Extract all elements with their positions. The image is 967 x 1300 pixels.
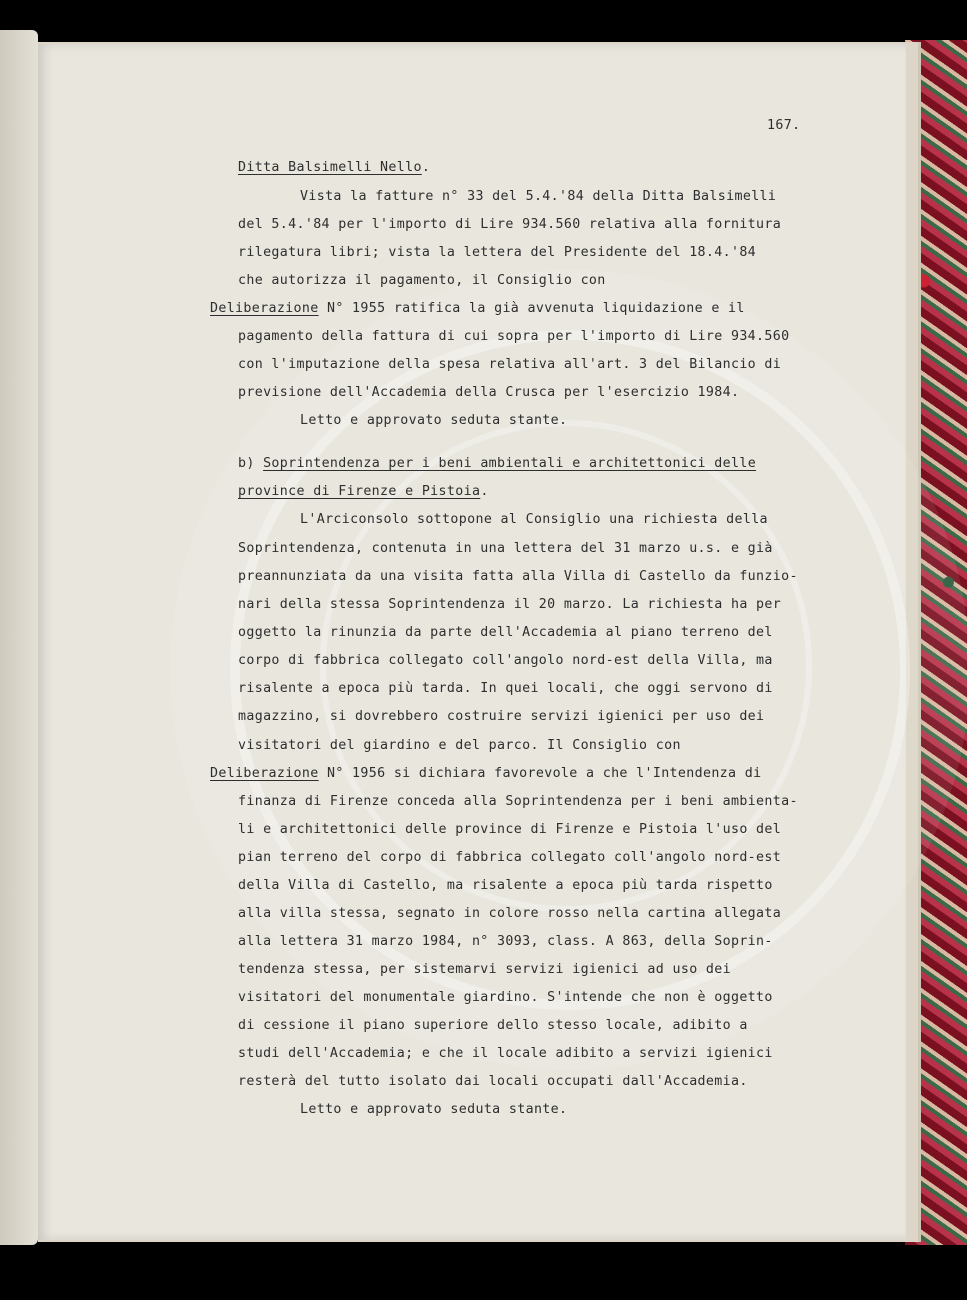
para2-line-0: L'Arciconsolo sottopone al Consiglio una richiesta della (300, 512, 768, 527)
heading-ditta-end: . (421, 160, 431, 175)
heading-ditta (238, 160, 430, 176)
para2-line-2: preannunziata da una visita fatta alla Villa di Castello da funzio- (238, 569, 798, 584)
para2b-line-2: pian terreno del corpo di fabbrica collegato coll'angolo nord-est (238, 850, 782, 865)
para2-line-1: Soprintendenza, contenuta in una lettera del 31 marzo u.s. e già (238, 541, 773, 556)
para1b-line-2: previsione dell'Accademia della Crusca per l'esercizio 1984. (238, 385, 740, 400)
para1-line-0: Vista la fatture n° 33 del 5.4.'84 della Ditta Balsimelli (300, 189, 777, 204)
para2-line-6: risalente a epoca più tarda. In quei locali, che oggi servono di (238, 681, 773, 696)
section-b-title-1: Soprintendenza per i beni ambientali e architettonici delle (263, 456, 757, 471)
para2b-line-3: della Villa di Castello, ma risalente a epoca più tarda rispetto (238, 878, 773, 893)
para2-line-8: visitatori del giardino e del parco. Il Consiglio con (238, 738, 681, 753)
section-b-title-2: province di Firenze e Pistoia (238, 484, 481, 499)
para2b-line-1: li e architettonici delle province di Firenze e Pistoia l'uso del (238, 822, 782, 837)
para1b-line-1: con l'imputazione della spesa relativa all'art. 3 del Bilancio di (238, 357, 782, 372)
para1-line-3: che autorizza il pagamento, il Consiglio con (238, 273, 606, 288)
para2b-line-0: finanza di Firenze conceda alla Soprintendenza per i beni ambienta- (238, 794, 798, 809)
para2b-line-10: resterà del tutto isolato dai locali occupati dall'Accademia. (238, 1074, 748, 1089)
page-number: 167. (767, 118, 801, 133)
para1-line-1: del 5.4.'84 per l'importo di Lire 934.560 relativa alla fornitura (238, 217, 782, 232)
section-b-prefix: b) (238, 456, 264, 471)
deliberazione-label: Deliberazione (210, 301, 319, 316)
deliberazione-1956 (210, 766, 761, 782)
para2-line-4: oggetto la rinunzia da parte dell'Accademia al piano terreno del (238, 625, 773, 640)
heading-ditta-text: Ditta Balsimelli Nello (238, 160, 422, 175)
deliberazione-1955 (210, 301, 745, 317)
deliberazione-label: Deliberazione (210, 766, 319, 781)
section-b-title-line-1 (238, 456, 756, 472)
para2b-line-5: alla lettera 31 marzo 1984, n° 3093, class. A 863, della Soprin- (238, 934, 773, 949)
para2b-line-9: studi dell'Accademia; e che il locale adibito a servizi igienici (238, 1046, 773, 1061)
approved-2: Letto e approvato seduta stante. (300, 1102, 568, 1117)
para1-line-2: rilegatura libri; vista la lettera del Presidente del 18.4.'84 (238, 245, 757, 260)
para2b-line-6: tendenza stessa, per sistemarvi servizi igienici ad uso dei (238, 962, 731, 977)
para2-line-7: magazzino, si dovrebbero costruire servizi igienici per uso dei (238, 709, 765, 724)
para2b-line-7: visitatori del monumentale giardino. S'intende che non è oggetto (238, 990, 773, 1005)
approved-1: Letto e approvato seduta stante. (300, 413, 568, 428)
section-b-end: . (480, 484, 489, 499)
para2-line-5: corpo di fabbrica collegato coll'angolo nord-est della Villa, ma (238, 653, 773, 668)
deliberazione-text: N° 1955 ratifica la già avvenuta liquidazione e il (318, 301, 745, 316)
deliberazione-text: N° 1956 si dichiara favorevole a che l'Intendenza di (318, 766, 762, 781)
para1b-line-0: pagamento della fattura di cui sopra per l'importo di Lire 934.560 (238, 329, 790, 344)
para2b-line-4: alla villa stessa, segnato in colore rosso nella cartina allegata (238, 906, 782, 921)
para2-line-3: nari della stessa Soprintendenza il 20 marzo. La richiesta ha per (238, 597, 782, 612)
section-b-title-line-2 (238, 484, 489, 500)
para2b-line-8: di cessione il piano superiore dello stesso locale, adibito a (238, 1018, 748, 1033)
